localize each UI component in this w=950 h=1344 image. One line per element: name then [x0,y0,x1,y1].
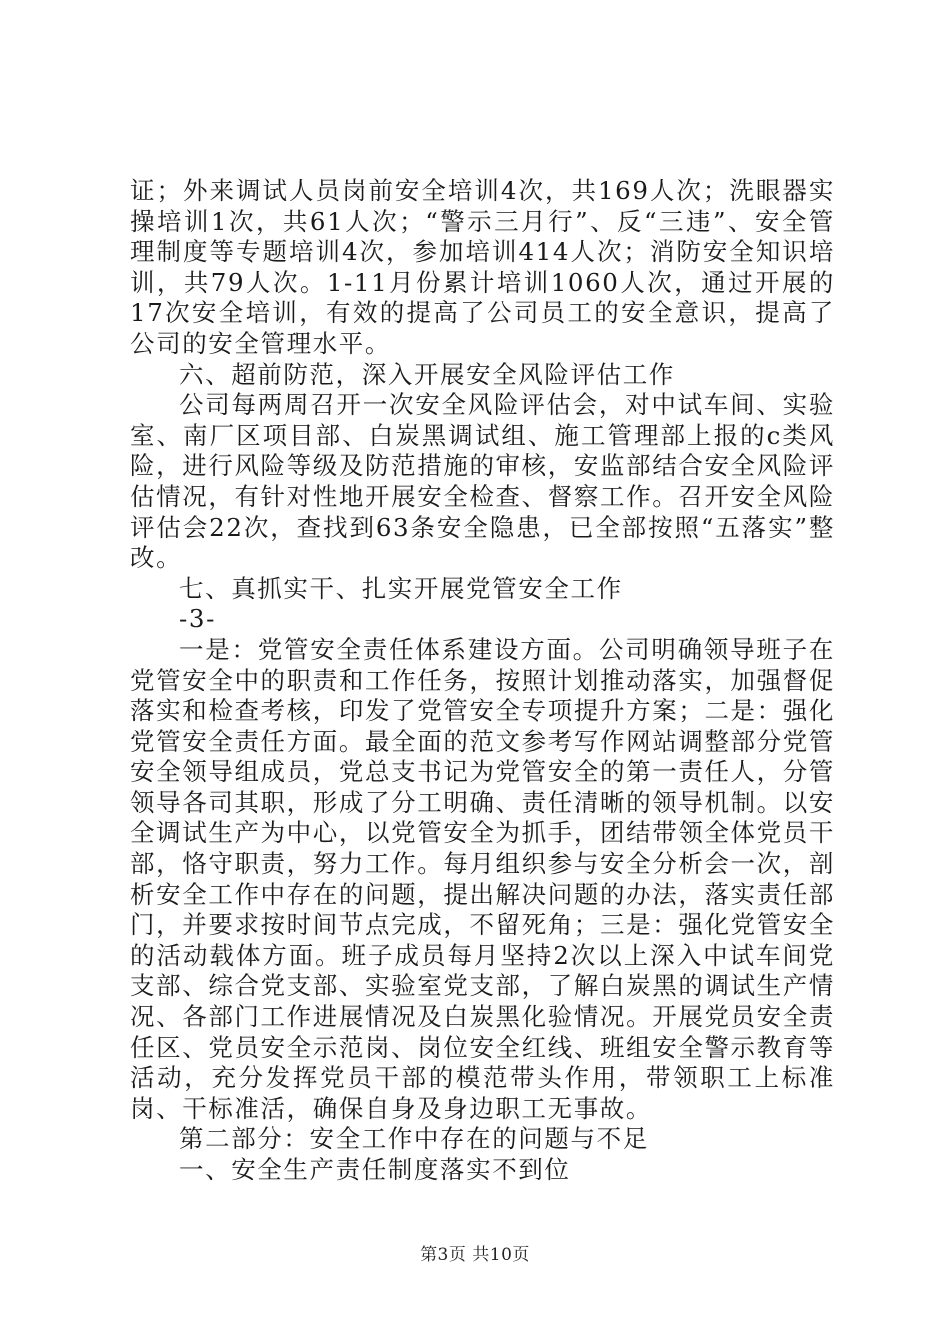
heading-party-safety: 七、真抓实干、扎实开展党管安全工作 [179,573,623,603]
paragraph-risk-assessment: 公司每两周召开一次安全风险评估会，对中试车间、实验室、南厂区项目部、白炭黑调试组、施工管理部上报的c类风险，进行风险等级及防范措施的审核，安监部结合安全风险评估情况，有针对性地开展安全检查、督察工作。召开安全风险评估会22次，查找到63条安全隐患，已全部按照“五落实”整改。 [130,390,835,573]
heading-risk-assessment: 六、超前防范，深入开展安全风险评估工作 [179,359,675,389]
paragraph-training-summary: 证；外来调试人员岗前安全培训4次，共169人次；洗眼器实操培训1次，共61人次；“警示三月行”、反“三违”、安全管理制度等专题培训4次，参加培训414人次；消防安全知识培训，共79人次。1-11月份累计培训1060人次，通过开展的17次安全培训，有效的提高了公司员工的安全意识，提高了公司的安全管理水平。 [130,176,835,358]
page-footer: 第3页 共10页 [420,1245,530,1265]
inline-page-marker: -3- [179,604,216,634]
heading-responsibility-gap: 一、安全生产责任制度落实不到位 [179,1155,571,1184]
paragraph-party-safety: 一是：党管安全责任体系建设方面。公司明确领导班子在党管安全中的职责和工作任务，按照计划推动落实，加强督促落实和检查考核，印发了党管安全专项提升方案；二是：强化党管安全责任方面。最全面的范文参考写作网站调整部分党管安全领导组成员，党总支书记为党管安全的第一责任人，分管领导各司其职，形成了分工明确、责任清晰的领导机制。以安全调试生产为中心，以党管安全为抓手，团结带领全体党员干部，恪守职责，努力工作。每月组织参与安全分析会一次，剖析安全工作中存在的问题，提出解决问题的办法，落实责任部门，并要求按时间节点完成，不留死角；三是：强化党管安全的活动载体方面。班子成员每月坚持2次以上深入中试车间党支部、综合党支部、实验室党支部，了解白炭黑的调试生产情况、各部门工作进展情况及白炭黑化验情况。开展党员安全责任区、党员安全示范岗、岗位安全红线、班组安全警示教育等活动，充分发挥党员干部的模范带头作用，带领职工上标准岗、干标准活，确保自身及身边职工无事故。 [130,634,835,1123]
document-body [130,176,835,1186]
heading-part-two: 第二部分：安全工作中存在的问题与不足 [179,1124,649,1154]
